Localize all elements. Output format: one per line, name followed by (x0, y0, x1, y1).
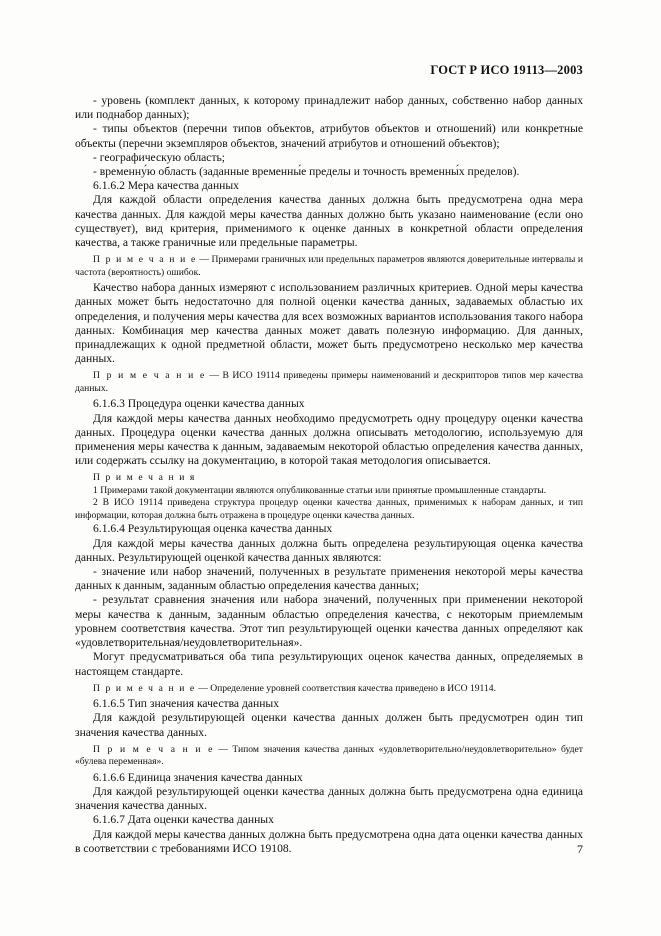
list-item: - уровень (комплект данных, к которому принадлежит набор данных, собственно набор данных или поднабор данных); (75, 94, 583, 122)
notes-heading-row (75, 472, 583, 485)
note-item: 2 В ИСО 19114 приведена структура процедур оценки качества данных, применимых к наборам данных, и тип информации, которая должна быть отражена в процедуре оценки качества данных. (75, 497, 583, 521)
note-text: — Определение уровней соответствия качества приведено в ИСО 19114. (195, 682, 496, 694)
list-item: - временну́ю область (заданные временны́е пределы и точность временны́х пределов). (93, 165, 520, 179)
note (75, 683, 583, 696)
note-text: — Типом значения качества данных «удовлетворительно/неудовлетворительно» будет «булева переменная». (75, 743, 583, 768)
section-heading: 6.1.6.7 Дата оценки качества данных (93, 813, 274, 827)
note-text: — В ИСО 19114 приведены примеры наименований и дескрипторов типов мер качества данных. (75, 370, 583, 394)
section-heading: 6.1.6.5 Тип значения качества данных (93, 697, 279, 711)
paragraph: Для каждой меры качества данных должна быть предусмотрена одна дата оценки качества данных в соответствии с требованиями ИСО 19108. (75, 827, 583, 855)
paragraph: Для каждой меры качества данных должна быть определена результирующая оценка качества данных. Результирующей оценкой качества данных являются: (75, 536, 583, 564)
note (75, 744, 583, 769)
page-number: 7 (577, 842, 583, 856)
section-heading: 6.1.6.4 Результирующая оценка качества данных (93, 522, 333, 536)
list-item: - географическую область; (93, 150, 226, 164)
paragraph: Для каждой результирующей оценки качества данных должна быть предусмотрена одна единица значения качества данных. (75, 785, 583, 813)
note-label: П р и м е ч а н и е (93, 682, 196, 694)
note-label: П р и м е ч а н и е (93, 254, 197, 266)
paragraph: Для каждой результирующей оценки качества данных должен быть предусмотрен один тип значения качества данных. (75, 711, 583, 739)
note-text: — Примерами граничных или предельных параметров являются доверительные интервалы и частота (вероятность) ошибок. (75, 254, 583, 278)
note-label: П р и м е ч а н и е (93, 370, 206, 382)
section-heading: 6.1.6.2 Мера качества данных (93, 179, 239, 193)
paragraph: Для каждой меры качества данных необходимо предусмотреть одну процедуру оценки качества данных. Процедура оценки качества данных должна описывать методологию, используемую для применения меры качества к данным, задаваемым некоторой областью определения качества данных, или содержать ссылку на документацию, в которой такая методология описывается. (75, 411, 583, 468)
list-item: - значение или набор значений, полученных в результате применения некоторой меры качества данных к данным, заданным областью определения качества данных; (75, 565, 583, 593)
paragraph: Для каждой области определения качества данных должна быть предусмотрена одна мера качества данных. Для каждой меры качества данных должно быть указано наименование (если оно существует), вид критерия, применимого к оценке данных в конкретной области определения качества, а также граничные или предельные параметры. (75, 193, 583, 250)
paragraph: Качество набора данных измеряют с использованием различных критериев. Одной меры качества данных может быть недостаточно для полной оценки качества данных, задаваемых областью их определения, и получения меры качества для всех возможных вариантов использования такого набора данных. Комбинация мер качества данных может давать полезную информацию. Для данных, принадлежащих к одной предметной области, может быть предусмотрено несколько мер качества данных. (75, 281, 583, 366)
notes-heading: П р и м е ч а н и я (93, 472, 196, 484)
paragraph: Могут предусматриваться оба типа результирующих оценок качества данных, определяемых в настоящем стандарте. (75, 650, 583, 678)
list-item: - результат сравнения значения или набора значений, полученных при применении некоторой меры качества к данным, заданным областью определения качества, с некоторым приемлемым уровнем соответствия качества. Этот тип результирующей оценки качества данных определяют как «удовлетворительная/неудовлетворительная». (75, 593, 583, 650)
note-label: П р и м е ч а н и е (93, 743, 214, 755)
page-header: ГОСТ Р ИСО 19113—2003 (430, 63, 583, 77)
page-body (75, 94, 583, 856)
note (75, 370, 583, 395)
note-item: 1 Примерами такой документации являются опубликованные статьи или принятые промышленные стандарты. (93, 484, 547, 496)
section-heading: 6.1.6.3 Процедура оценки качества данных (93, 397, 305, 411)
note (75, 254, 583, 279)
list-item: - типы объектов (перечни типов объектов, атрибутов объектов и отношений) или конкретные объекты (перечни экземпляров объектов, значений атрибутов и отношений объектов); (75, 122, 583, 150)
section-heading: 6.1.6.6 Единица значения качества данных (93, 770, 303, 784)
